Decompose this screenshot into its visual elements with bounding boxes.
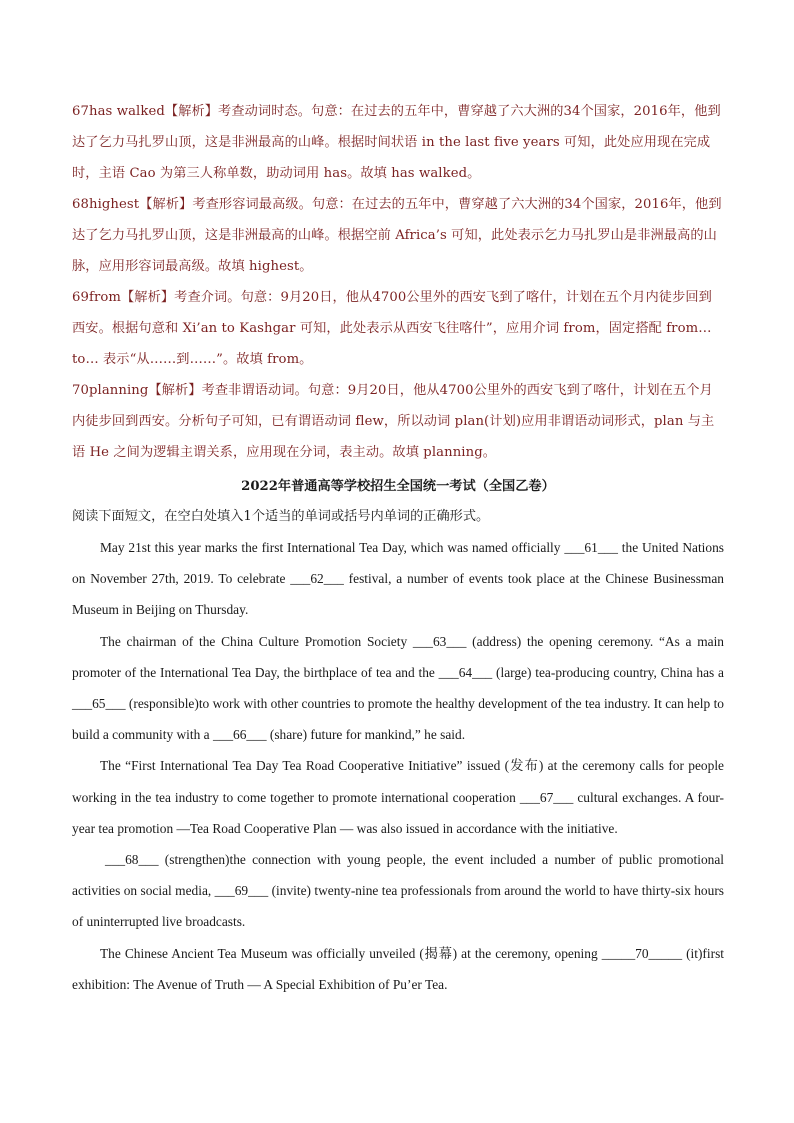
passage-paragraph: ___68___ (strengthen)the connection with young people, the event included a number of public promotional activities on social media, ___69___ (invite) twenty-nine tea professionals from around the world to have thirty-six hours of uninterrupted live broadcasts. [72, 852, 724, 930]
passage-paragraph: The Chinese Ancient Tea Museum was officially unveiled (揭幕) at the ceremony, opening _____70_____ (it)first exhibition: The Avenue of Truth — A Special Exhibition of Pu’er Tea. [72, 945, 724, 992]
passage-paragraph: The chairman of the China Culture Promotion Society ___63___ (address) the opening ceremony. “As a main promoter of the International Tea Day, the birthplace of tea and the ___64___ (large) tea-producing country, China has a ___65___ (responsible)to work with other countries to promote the healthy development of the tea industry. It can help to build a community with a ___66___ (share) future for mankind,” he said. [72, 633, 724, 743]
document-page [72, 96, 724, 1000]
answer-69: 69from【解析】考查介词。句意：9月20日，他从4700公里外的西安飞到了喀什，计划在五个月内徒步回到西安。根据句意和 Xi’an to Kashgar 可知，此处表示从西安飞往喀什”，应用介词 from，固定搭配 from…to… 表示“从……到……”。故填 from。 [72, 290, 712, 367]
answer-68: 68highest【解析】考查形容词最高级。句意：在过去的五年中，曹穿越了六大洲的34个国家，2016年，他到达了乞力马扎罗山顶，这是非洲最高的山峰。根据空前 Africa’s 可知，此处表示乞力马扎罗山是非洲最高的山脉，应用形容词最高级。故填 highest。 [72, 197, 722, 274]
instruction-text: 阅读下面短文，在空白处填入1个适当的单词或括号内单词的正确形式。 [72, 509, 490, 524]
answer-67: 67has walked【解析】考查动词时态。句意：在过去的五年中，曹穿越了六大洲的34个国家，2016年，他到达了乞力马扎罗山顶，这是非洲最高的山峰。根据时间状语 in the last five years 可知，此处应用现在完成时，主语 Cao 为第三人称单数，助动词用 has。故填 has walked。 [72, 104, 721, 181]
section-title: 2022年普通高等学校招生全国统一考试（全国乙卷） [241, 479, 555, 494]
passage-paragraph: The “First International Tea Day Tea Road Cooperative Initiative” issued (发布) at the ceremony calls for people working in the tea industry to come together to promote international cooperation ___67___ cultural exchanges. A four-year tea promotion —Tea Road Cooperative Plan — was also issued in accordance with the initiative. [72, 758, 724, 836]
passage-paragraph: May 21st this year marks the first International Tea Day, which was named officially ___61___ the United Nations on November 27th, 2019. To celebrate ___62___ festival, a number of events took place at the Chinese Businessman Museum in Beijing on Thursday. [72, 540, 724, 618]
answer-explanations [72, 96, 724, 468]
reading-passage [72, 532, 724, 1000]
answer-70: 70planning【解析】考查非谓语动词。句意：9月20日，他从4700公里外的西安飞到了喀什，计划在五个月内徒步回到西安。分析句子可知，已有谓语动词 flew，所以动词 plan(计划)应用非谓语动词形式，plan 与主语 He 之间为逻辑主谓关系，应用现在分词，表主动。故填 planning。 [72, 383, 715, 460]
